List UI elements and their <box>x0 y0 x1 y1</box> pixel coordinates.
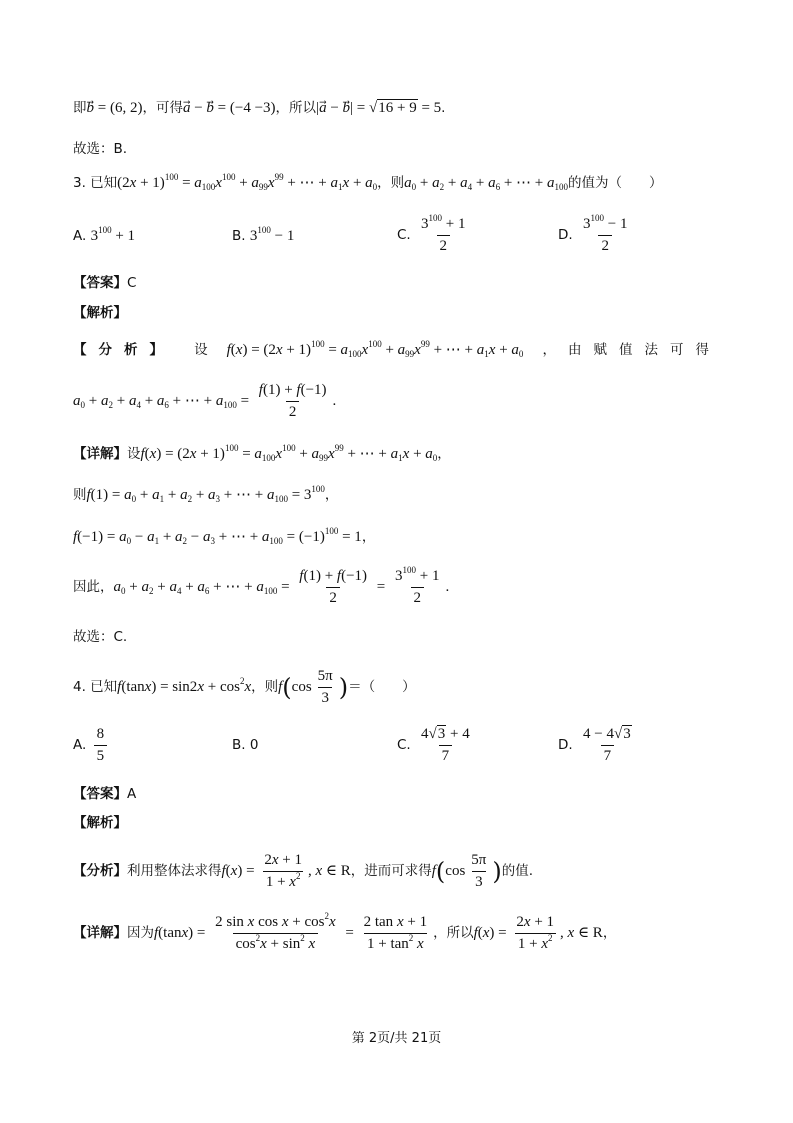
answer-3: 【答案】C <box>73 275 137 291</box>
analysis-4-line: 【分析】利用整体法求得f(x) = $\frac{2x + 1}{1 + x^2}$ , x ∈ R，进而可求得f(cos $\frac{5\pi}{3}$ )的值. <box>73 852 534 890</box>
detail-3-line3: $f(-1) = a_0 - a_1 + a_2 - a_3$ + ⋯ + $a_{100} = (-1)^{100} = 1$， <box>73 526 376 546</box>
detail-3-line4: 因此，$a_0 + a_2 + a_4 + a_6$ + ⋯ + $a_{100}$ = $\frac{f(1) + f(-1)}{2}$ = $\frac{3^{100} + 1}{2}$ . <box>73 565 450 606</box>
question-4: 4. 已知$f(\tan x) = \sin 2x + \cos^2x$，则f(cos $\frac{5\pi}{3}$ )＝（ ） <box>73 668 416 706</box>
detail-4-line: 【详解】因为f(tanx) = $\frac{2 \sin x \cos x + \cos^2x}{\cos^2x + \sin^2 x}$ = $\frac{\text{2 tan x + 1}}{1 + \tan^2 x}$ ，所以f(x) = $\frac{2x + 1}{1 + x^2}$ , x ∈ R， <box>73 911 617 952</box>
option-3b: B. $3^{100} - 1$ <box>232 225 295 244</box>
analysis-3-tag: 【解析】 <box>73 305 127 321</box>
answer-4: 【答案】A <box>73 786 137 802</box>
option-4a: A. $\frac{8}{5}$ <box>73 726 110 765</box>
detail-3-line1: 【详解】设$f(x) = (2x + 1)^{100} = a_{100}x^{100} + a_{99}x^{99}$ + ⋯ + $a_1x + a_0$， <box>73 443 451 463</box>
option-4d: D. $\frac{4 - 4√3}{7}$ <box>558 726 631 764</box>
option-3d: D. $\frac{3^{100} - 1}{2}$ <box>558 213 628 254</box>
analysis-3-line: 【分析】 设 $f(x) = (2x + 1)^{100} = a_{100}x^{100} + a_{99}x^{99}$ + ⋯ + $a_1x + a_0$ ，由赋值法可得 <box>73 339 721 359</box>
option-3a: A. $3^{100} + 1$ <box>73 225 136 244</box>
detail-3-line2: 则$f(1) = a_0 + a_1 + a_2 + a_3$ + ⋯ + $a_{100} = 3^{100}$， <box>73 484 339 504</box>
question-3: 3. 已知$(2x + 1)^{100} = a_{100}x^{100} + a_{99}x^{99}$ + ⋯ + $a_1x + a_0$，则$a_0 + a_2 + a_4 + a_6$ + ⋯ + $a_{100}$的值为（ ） <box>73 172 663 192</box>
page-footer: 第 2页/共 21页 <box>351 1031 442 1046</box>
option-3c: C. $\frac{3^{100} + 1}{2}$ <box>397 213 466 254</box>
analysis-4-tag: 【解析】 <box>73 815 127 831</box>
vector-result-line: 即b⃗ = (6, 2)，可得a⃗ − b⃗ = (−4 −3)，所以|a⃗ − b⃗| = √16 + 9 = 5. <box>73 100 446 116</box>
choose-c-line: 故选：C. <box>73 629 128 645</box>
option-4b: B. 0 <box>232 737 259 753</box>
analysis-3-formula: $a_0 + a_2 + a_4 + a_6$ + ⋯ + $a_{100}$ = $\frac{f(1) + f(-1)}{2}$ . <box>73 382 337 420</box>
choose-b-line: 故选：B. <box>73 141 128 157</box>
option-4c: C. $\frac{4√3 + 4}{7}$ <box>397 726 470 764</box>
